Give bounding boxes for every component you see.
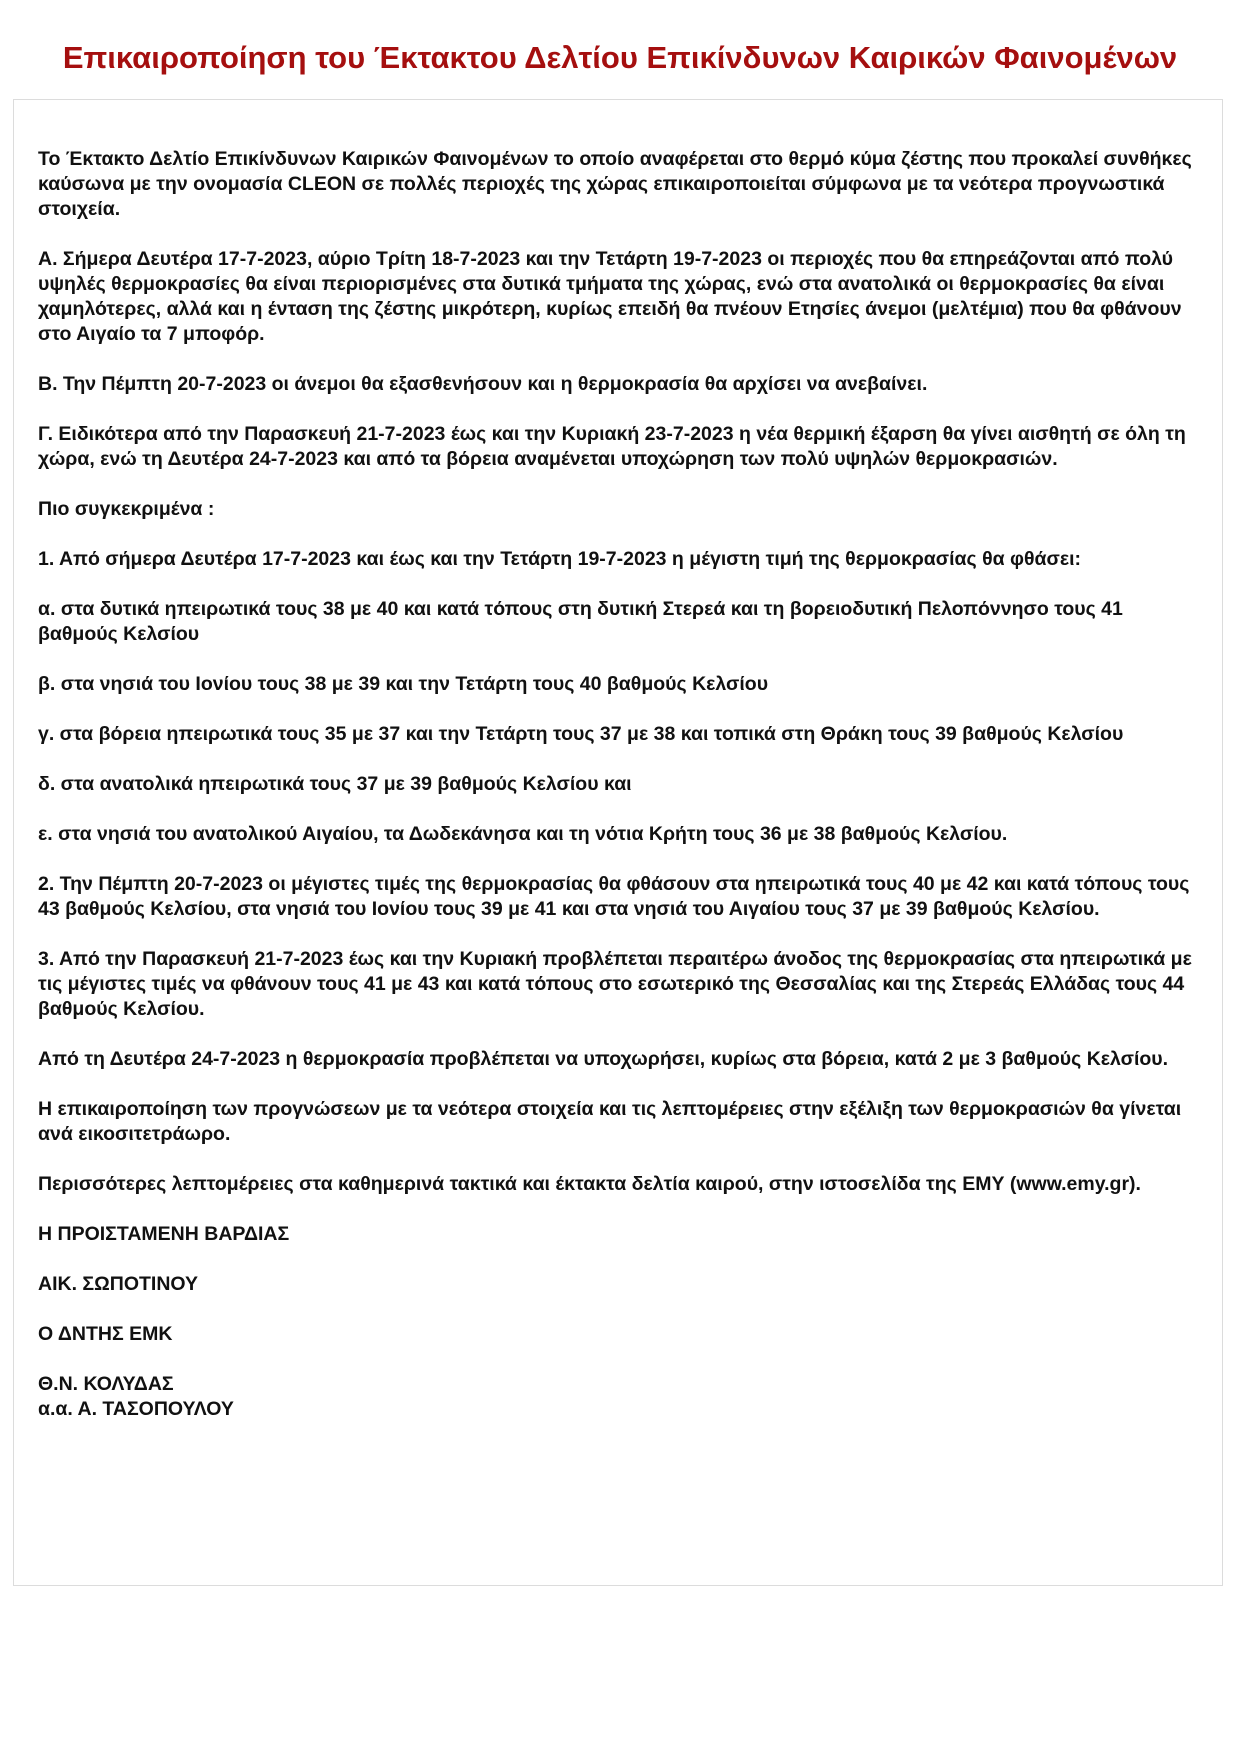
specifics-heading: Πιο συγκεκριμένα : (38, 498, 215, 520)
page-title: Επικαιροποίηση του Έκτακτου Δελτίου Επικίνδυνων Καιρικών Φαινομένων (62, 40, 1178, 75)
sub-point-b: β. στα νησιά του Ιονίου τους 38 με 39 και την Τετάρτη τους 40 βαθμούς Κελσίου (38, 673, 769, 695)
director-name: Θ.Ν. ΚΟΛΥΔΑΣ (38, 1373, 174, 1395)
update-note: Η επικαιροποίηση των προγνώσεων με τα νεότερα στοιχεία και τις λεπτομέρειες στην εξέλιξη των θερμοκρασιών θα γίνεται ανά εικοσιτετράωρο. (38, 1098, 1182, 1145)
sub-point-a: α. στα δυτικά ηπειρωτικά τους 38 με 40 και κατά τόπους στη δυτική Στερεά και τη βορειοδυτική Πελοπόννησο τους 41 βαθμούς Κελσίου (38, 598, 1123, 645)
sub-point-c: γ. στα βόρεια ηπειρωτικά τους 35 με 37 και την Τετάρτη τους 37 με 38 και τοπικά στη Θράκη τους 39 βαθμούς Κελσίου (38, 723, 1124, 745)
sub-point-e: ε. στα νησιά του ανατολικού Αιγαίου, τα Δωδεκάνησα και τη νότια Κρήτη τους 36 με 38 βαθμούς Κελσίου. (38, 823, 1008, 845)
point-2-paragraph: 2. Την Πέμπτη 20-7-2023 οι μέγιστες τιμές της θερμοκρασίας θα φθάσουν στα ηπειρωτικά τους 40 με 42 και κατά τόπους τους 43 βαθμούς Κελσίου, στα νησιά του Ιονίου τους 39 με 41 και στα νησιά του Αιγαίου τους 37 με 39 βαθμούς Κελσίου. (38, 873, 1190, 920)
director-title: Ο ΔΝΤΗΣ ΕΜΚ (38, 1323, 173, 1345)
section-a-paragraph: Α. Σήμερα Δευτέρα 17-7-2023, αύριο Τρίτη 18-7-2023 και την Τετάρτη 19-7-2023 οι περιοχές που θα επηρεάζονται από πολύ υψηλές θερμοκρασίες θα είναι περιορισμένες στα δυτικά τμήματα της χώρας, ενώ στα ανατολικά οι θερμοκρασίες θα είναι χαμηλότερες, αλλά και η ένταση της ζέστης μικρότερη, κυρίως επειδή θα πνέουν Ετησίες άνεμοι (μελτέμια) που θα φθάνουν στο Αιγαίο τα 7 μποφόρ. (38, 248, 1182, 345)
intro-paragraph: Το Έκτακτο Δελτίο Επικίνδυνων Καιρικών Φαινομένων το οποίο αναφέρεται στο θερμό κύμα ζέστης που προκαλεί συνθήκες καύσωνα με την ονομασία CLEON σε πολλές περιοχές της χώρας επικαιροποιείται σύμφωνα με τα νεότερα προγνωστικά στοιχεία. (38, 148, 1192, 220)
sub-point-d: δ. στα ανατολικά ηπειρωτικά τους 37 με 39 βαθμούς Κελσίου και (38, 773, 632, 795)
bulletin-content (13, 99, 1223, 1586)
director-deputy: α.α. Α. ΤΑΣΟΠΟΥΛΟΥ (38, 1398, 234, 1420)
more-info-paragraph: Περισσότερες λεπτομέρειες στα καθημερινά τακτικά και έκτακτα δελτία καιρού, στην ιστοσελίδα της ΕΜΥ (www.emy.gr). (38, 1173, 1141, 1195)
point-1-paragraph: 1. Από σήμερα Δευτέρα 17-7-2023 και έως και την Τετάρτη 19-7-2023 η μέγιστη τιμή της θερμοκρασίας θα φθάσει: (38, 548, 1082, 570)
director-signature-block (38, 1372, 1198, 1422)
point-3-paragraph: 3. Από την Παρασκευή 21-7-2023 έως και την Κυριακή προβλέπεται περαιτέρω άνοδος της θερμοκρασίας στα ηπειρωτικά με τις μέγιστες τιμές να φθάνουν τους 41 με 43 και κατά τόπους στο εσωτερικό της Θεσσαλίας και της Στερεάς Ελλάδας τους 44 βαθμούς Κελσίου. (38, 948, 1192, 1020)
shift-head-title: Η ΠΡΟΙΣΤΑΜΕΝΗ ΒΑΡΔΙΑΣ (38, 1223, 290, 1245)
shift-head-name: ΑΙΚ. ΣΩΠΟΤΙΝΟΥ (38, 1273, 199, 1295)
decline-note: Από τη Δευτέρα 24-7-2023 η θερμοκρασία προβλέπεται να υποχωρήσει, κυρίως στα βόρεια, κατά 2 με 3 βαθμούς Κελσίου. (38, 1048, 1169, 1070)
section-c-paragraph: Γ. Ειδικότερα από την Παρασκευή 21-7-2023 έως και την Κυριακή 23-7-2023 η νέα θερμική έξαρση θα γίνει αισθητή σε όλη τη χώρα, ενώ τη Δευτέρα 24-7-2023 και από τα βόρεια αναμένεται υποχώρηση των πολύ υψηλών θερμοκρασιών. (38, 423, 1186, 470)
section-b-paragraph: Β. Την Πέμπτη 20-7-2023 οι άνεμοι θα εξασθενήσουν και η θερμοκρασία θα αρχίσει να ανεβαίνει. (38, 373, 928, 395)
